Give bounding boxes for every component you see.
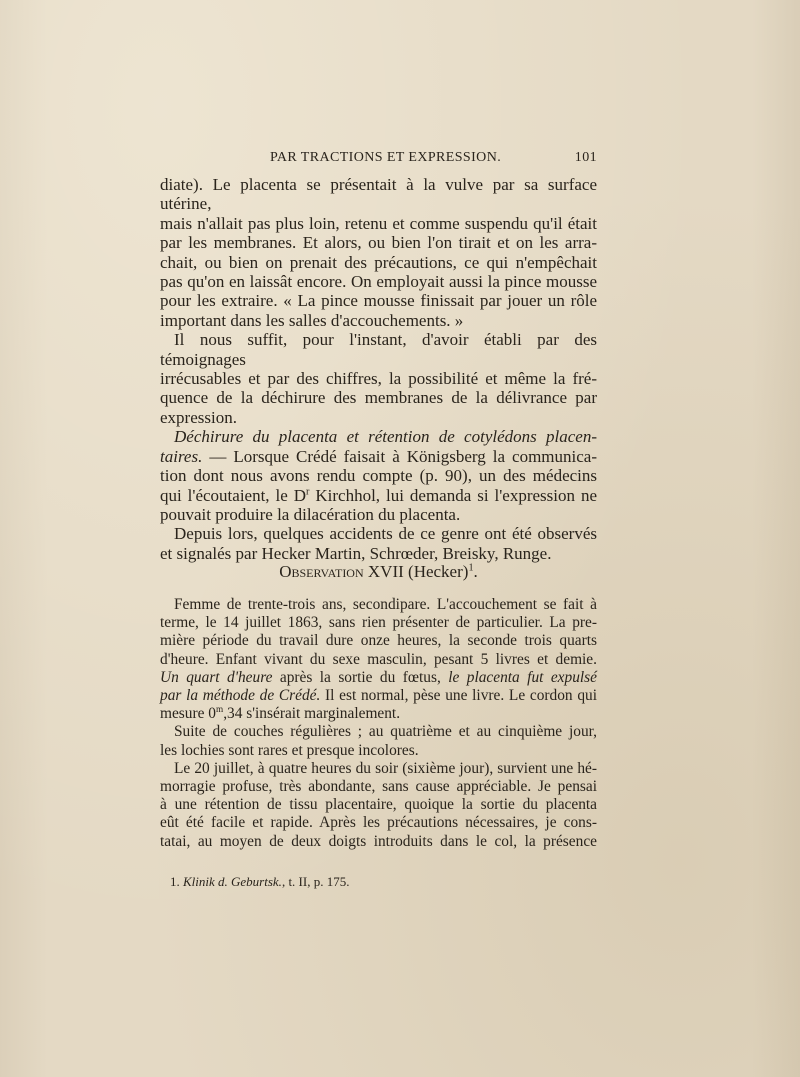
text-line: Le 20 juillet, à quatre heures du soir (sixième jour), survient une hé- [174, 759, 597, 777]
paragraph [160, 175, 597, 330]
text-line: irrécusables et par des chiffres, la possibilité et même la fré- [160, 369, 597, 389]
text-line: important dans les salles d'accouchements. » [160, 310, 464, 330]
text-line: Il nous suffit, pour l'instant, d'avoir établi par des témoignages [160, 330, 597, 369]
page-number: 101 [574, 150, 597, 165]
text-span: ,34 s'insérait marginalement. [223, 705, 401, 723]
running-header [160, 150, 597, 172]
text-line: diate). Le placenta se présentait à la vulve par sa surface utérine, [160, 175, 597, 214]
text-line: mière période du travail dure onze heures, la seconde trois quarts [160, 632, 597, 650]
text-line: par les membranes. Et alors, ou bien l'on tirait et on les arra- [160, 233, 597, 253]
section-heading: Déchirure du placenta et rétention de cotylédons placen- [174, 427, 597, 447]
text-span: Il est normal, pèse une livre. Le cordon qui [320, 687, 597, 705]
italic-span: par la méthode de Crédé. [160, 687, 321, 705]
case-text [160, 596, 597, 851]
italic-span: le placenta fut expulsé [448, 668, 597, 686]
text-line: expression. [160, 407, 237, 427]
footnote [170, 874, 590, 890]
text-line: quence de la déchirure des membranes de la délivrance par [160, 388, 597, 408]
italic-span: Un quart d'heure [160, 668, 273, 686]
observation-end: . [473, 562, 478, 581]
paragraph [160, 524, 597, 563]
text-line [160, 669, 597, 687]
observation-number: XVII (Hecker) [363, 562, 469, 581]
text-span: mesure 0 [160, 705, 216, 723]
paragraph [160, 330, 597, 427]
text-line: pouvait produire la dilacération du placenta. [160, 504, 461, 524]
text-line: Femme de trente-trois ans, secondipare. L'accouchement se fait à [174, 596, 597, 613]
text-line [160, 447, 597, 466]
text-line: chait, ou bien on prenait des précautions, ce qui n'empêchait [160, 252, 597, 272]
paragraph [160, 760, 597, 851]
text-line: à une rétention de tissu placentaire, quoique la sortie du placenta [160, 796, 597, 814]
section-heading-end: taires. [160, 446, 203, 466]
text-line: Depuis lors, quelques accidents de ce genre ont été observés [174, 524, 597, 544]
text-line: terme, le 14 juillet 1863, sans rien présenter de particulier. La pre- [160, 614, 597, 632]
observation-label: Observation [279, 562, 364, 581]
text-span: qui l'écoutaient, le D [160, 485, 307, 505]
superscript: m [216, 704, 224, 715]
text-line: morragie profuse, très abondante, sans cause appréciable. Je pensai [160, 778, 597, 796]
paragraph [160, 723, 597, 759]
footnote-ref: 1 [468, 562, 474, 574]
main-text [160, 175, 597, 563]
text-line: d'heure. Enfant vivant du sexe masculin, pesant 5 livres et demie. [160, 650, 597, 668]
text-line [160, 705, 597, 723]
text-span: — Lorsque Crédé faisait à Königsberg la communica- [202, 446, 597, 466]
footnote-source: Klinik d. Geburtsk. [183, 874, 282, 889]
text-line: Suite de couches régulières ; au quatrième et au cinquième jour, [174, 723, 597, 741]
text-line: mais n'allait pas plus loin, retenu et comme suspendu qu'il était [160, 213, 597, 233]
text-line: tatai, au moyen de deux doigts introduits dans le col, la présence [160, 832, 597, 850]
paragraph [160, 596, 597, 723]
text-line: pour les extraire. « La pince mousse finissait par jouer un rôle [160, 291, 597, 311]
text-line: tion dont nous avons rendu compte (p. 90), un des médecins [160, 466, 597, 486]
text-span: après la sortie du fœtus, [272, 668, 449, 686]
footnote-ref-detail: , t. II, p. 175. [281, 874, 350, 889]
text-line [160, 486, 597, 505]
text-line: et signalés par Hecker Martin, Schrœder, Breisky, Runge. [160, 543, 552, 563]
observation-heading [160, 561, 597, 583]
paragraph [160, 427, 597, 524]
text-line: les lochies sont rares et presque incolores. [160, 741, 419, 759]
running-title: PAR TRACTIONS ET EXPRESSION. [270, 150, 502, 165]
text-span: Kirchhol, lui demanda si l'expression ne [309, 485, 597, 505]
text-line: pas qu'on en laissât encore. On employait aussi la pince mousse [160, 272, 597, 292]
footnote-number: 1. [170, 874, 183, 889]
superscript: r [306, 485, 310, 497]
text-line: eût été facile et rapide. Après les précautions nécessaires, je cons- [160, 814, 597, 832]
text-line [160, 687, 597, 705]
text-line [160, 427, 597, 446]
